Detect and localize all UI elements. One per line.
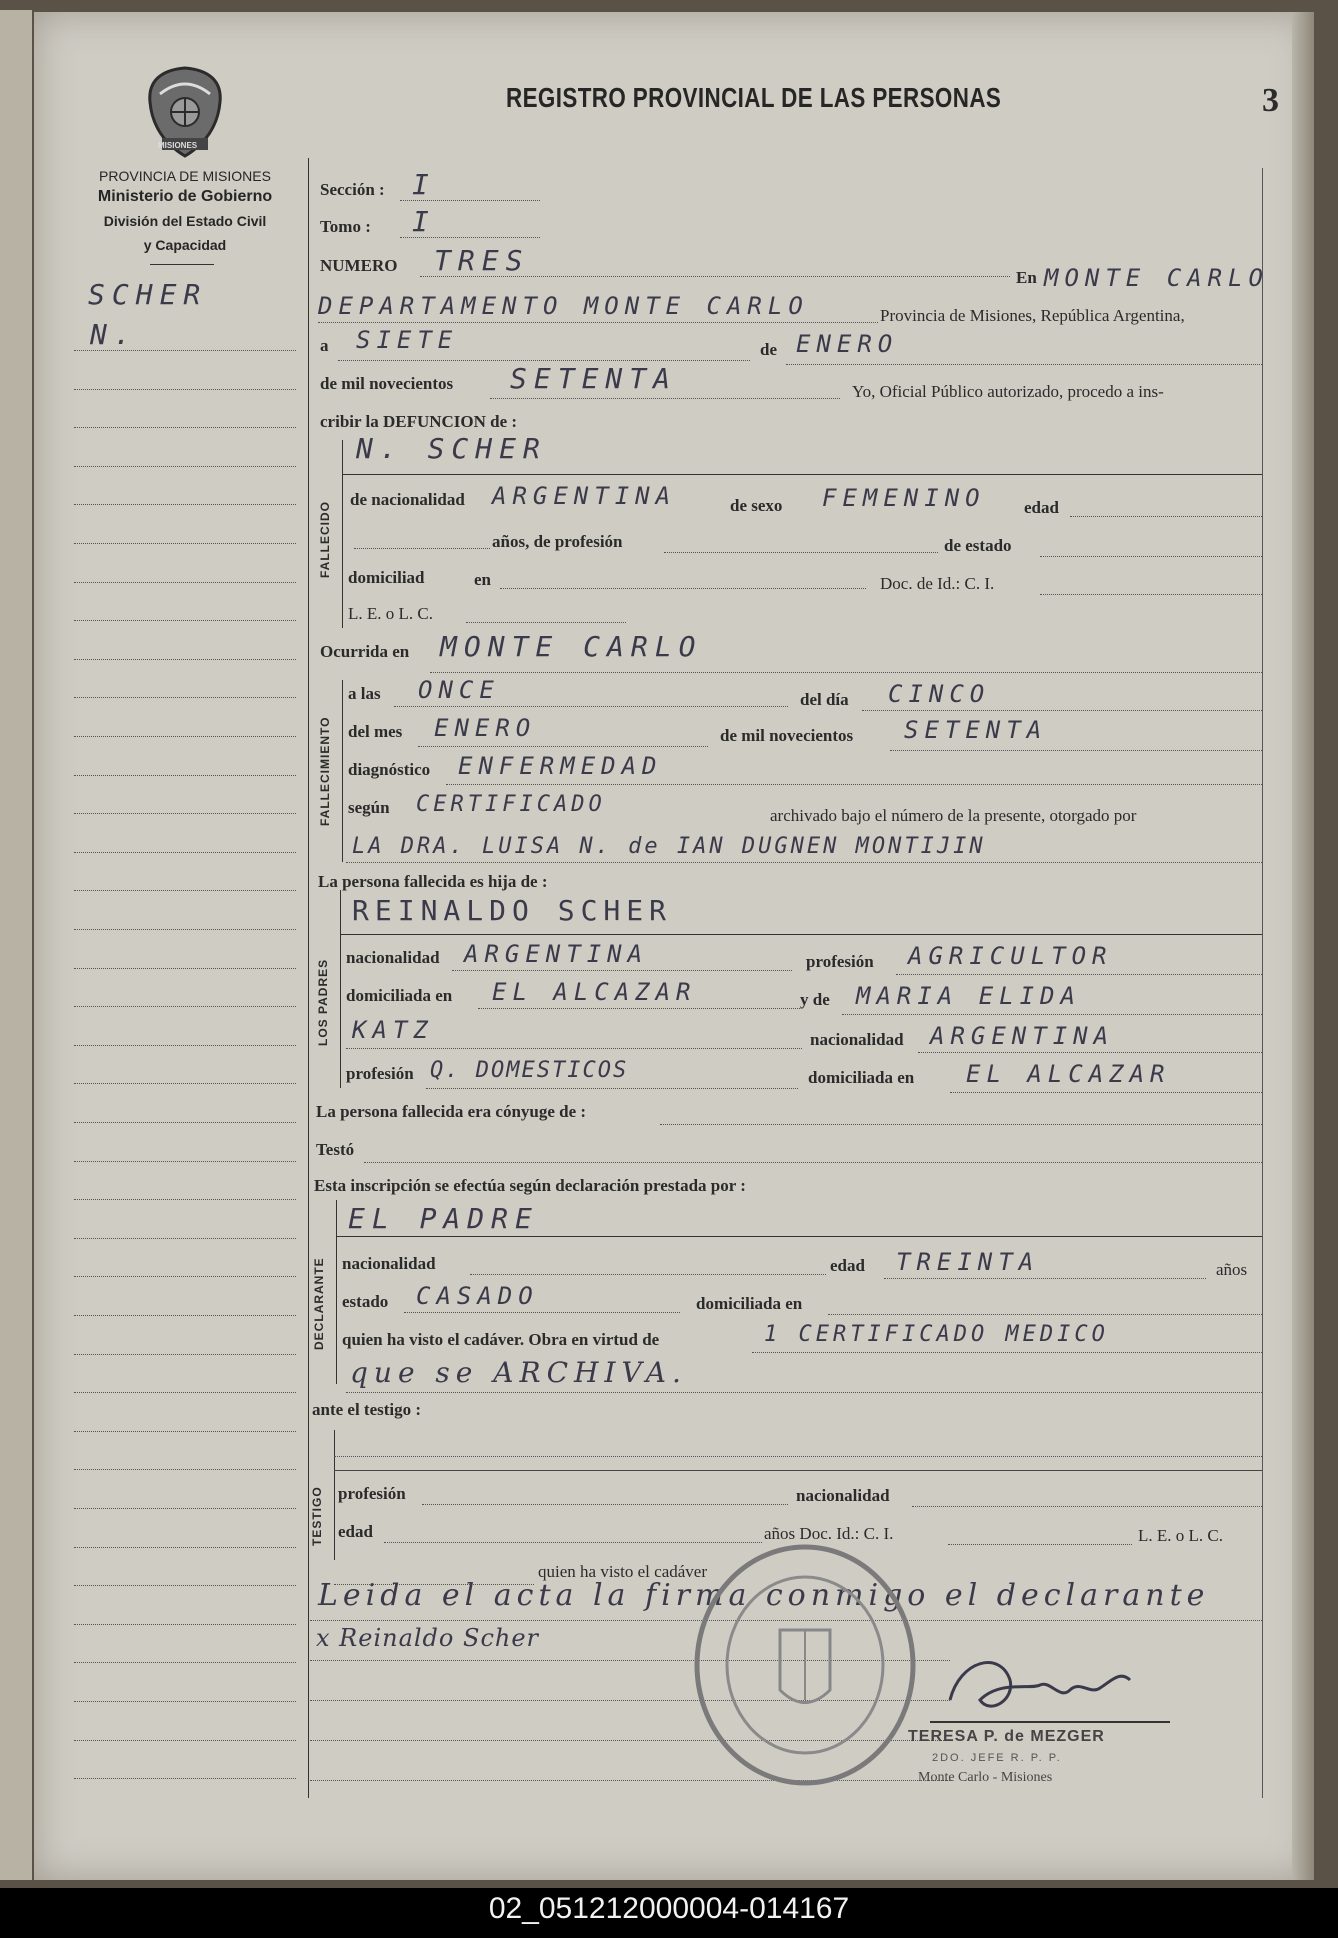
block-rule <box>342 680 343 862</box>
rule <box>912 1506 1262 1507</box>
rule <box>500 588 866 589</box>
rule <box>318 322 878 323</box>
side-label-testigo: TESTIGO <box>310 1486 324 1546</box>
rule <box>422 1504 788 1505</box>
label-domiciliad: domiciliad <box>348 568 425 587</box>
label-domiciliada-en2: domiciliada en <box>808 1068 915 1087</box>
org-ministry: Ministerio de Gobierno <box>97 188 273 205</box>
entry-segun: CERTIFICADO <box>416 792 606 817</box>
entry-numero: TRES <box>434 244 530 277</box>
entry-mes-def: ENERO <box>434 714 537 742</box>
label-conyuge: La persona fallecida era cónyuge de : <box>316 1102 587 1121</box>
label-tomo: Tomo : <box>320 217 371 236</box>
org-capacity: y Capacidad <box>143 237 227 253</box>
margin-rule <box>74 504 296 505</box>
margin-rule <box>74 659 296 660</box>
official-signature-icon <box>930 1640 1170 1730</box>
block-rule <box>334 1430 335 1560</box>
org-underline <box>150 264 214 265</box>
side-label-fallecido: FALLECIDO <box>318 501 332 578</box>
margin-rule <box>74 1122 296 1123</box>
entry-firma-padre: x Reinaldo Scher <box>316 1624 540 1652</box>
entry-tomo: I <box>412 205 436 238</box>
rule <box>346 862 1262 863</box>
page-number: 3 <box>1262 82 1279 119</box>
entry-dia: SIETE <box>356 326 459 354</box>
margin-rule <box>74 1392 296 1393</box>
entry-madre-nacionalidad: ARGENTINA <box>930 1022 1115 1050</box>
official-place: Monte Carlo - Misiones <box>918 1770 1053 1785</box>
label-edad2: edad <box>830 1256 865 1275</box>
org-province: PROVINCIA DE MISIONES <box>99 168 271 184</box>
rule <box>752 1352 1262 1353</box>
entry-padre-profesion: AGRICULTOR <box>908 942 1113 970</box>
margin-rule <box>74 1778 296 1779</box>
rule <box>1040 594 1262 595</box>
label-archivado: archivado bajo el número de la presente, otorgado por <box>770 806 1137 825</box>
label-y-de: y de <box>800 990 830 1009</box>
entry-padre-domicilio: EL ALCAZAR <box>492 978 697 1006</box>
label-de-sexo: de sexo <box>730 496 783 515</box>
margin-rule <box>74 1276 296 1277</box>
label-estado: estado <box>342 1292 389 1311</box>
side-label-fallecimiento: FALLECIMIENTO <box>318 716 332 826</box>
label-en: En <box>1016 268 1037 287</box>
entry-mes: ENERO <box>796 330 899 358</box>
entry-obra-virtud: 1 CERTIFICADO MEDICO <box>764 1322 1109 1347</box>
margin-rule <box>74 1740 296 1741</box>
label-de-estado: de estado <box>944 536 1012 555</box>
entry-madre2: KATZ <box>352 1016 434 1044</box>
label-profesion3: profesión <box>338 1484 406 1503</box>
label-anos-doc: años Doc. Id.: C. I. <box>764 1524 894 1543</box>
label-yo-oficial: Yo, Oficial Público autorizado, procedo a ins- <box>852 382 1164 401</box>
right-vertical-rule <box>1262 168 1263 1798</box>
margin-rule <box>74 1315 296 1316</box>
rule <box>430 672 1262 673</box>
label-nacionalidad: nacionalidad <box>346 948 440 967</box>
rule <box>950 1092 1262 1093</box>
label-domiciliada-en3: domiciliada en <box>696 1294 803 1313</box>
label-quien-visto: quien ha visto el cadáver. Obra en virtud de <box>342 1330 660 1349</box>
margin-rule <box>74 1701 296 1702</box>
margin-rule <box>74 736 296 737</box>
label-inscripcion: Esta inscripción se efectúa según declaración prestada por : <box>314 1176 746 1195</box>
entry-obra-virtud2: que se ARCHIVA. <box>350 1356 687 1389</box>
official-name: TERESA P. de MEZGER <box>908 1728 1105 1745</box>
margin-rule <box>74 1161 296 1162</box>
margin-rule <box>74 1199 296 1200</box>
margin-rule <box>74 852 296 853</box>
label-doc-id: Doc. de Id.: C. I. <box>880 574 995 593</box>
label-edad3: edad <box>338 1522 373 1541</box>
main-vertical-rule <box>308 158 309 1798</box>
rule <box>470 1274 826 1275</box>
label-de-nacionalidad: de nacionalidad <box>350 490 465 509</box>
margin-rule <box>74 1083 296 1084</box>
margin-rule <box>74 697 296 698</box>
rule <box>336 1236 1262 1237</box>
label-edad: edad <box>1024 498 1059 517</box>
entry-anio-def: SETENTA <box>904 716 1048 744</box>
rule <box>446 784 1262 785</box>
rule <box>1070 516 1262 517</box>
entry-nacionalidad: ARGENTINA <box>492 482 677 510</box>
margin-rule <box>74 1508 296 1509</box>
margin-rule <box>74 1045 296 1046</box>
label-segun: según <box>348 798 390 817</box>
margin-rule <box>74 582 296 583</box>
entry-diagnostico: ENFERMEDAD <box>458 752 663 780</box>
label-de-mil: de mil novecientos <box>320 374 454 393</box>
label-a-las: a las <box>348 684 381 703</box>
entry-dia-def: CINCO <box>888 680 991 708</box>
margin-rule <box>74 466 296 467</box>
rule <box>890 750 1262 751</box>
rule <box>466 622 626 623</box>
rule <box>918 1052 1262 1053</box>
left-page-edge <box>0 10 32 1880</box>
label-quien-visto2: quien ha visto el cadáver <box>538 1562 707 1581</box>
margin-initial: N. <box>90 318 138 351</box>
label-cribir: cribir la DEFUNCION de : <box>320 412 518 431</box>
label-a: a <box>320 336 329 355</box>
label-de: de <box>760 340 777 359</box>
rule <box>364 1162 1262 1163</box>
entry-leida: Leida el acta la firma conmigo el declarante <box>318 1578 1210 1613</box>
entry-madre: MARIA ELIDA <box>856 982 1081 1010</box>
entry-decl-estado: CASADO <box>416 1282 539 1310</box>
margin-rule <box>74 775 296 776</box>
entry-departamento: DEPARTAMENTO MONTE CARLO <box>318 292 809 320</box>
rule <box>884 1278 1206 1279</box>
margin-rule <box>74 1431 296 1432</box>
margin-rule <box>74 1238 296 1239</box>
rule <box>426 1088 798 1089</box>
entry-nombre: N. SCHER <box>356 432 547 465</box>
label-nacionalidad2: nacionalidad <box>810 1030 904 1049</box>
rule <box>862 710 1262 711</box>
margin-rule <box>74 1547 296 1548</box>
margin-rule <box>74 1662 296 1663</box>
margin-rule <box>74 1354 296 1355</box>
label-anos: años <box>1216 1260 1248 1279</box>
margin-rule <box>74 350 296 351</box>
rule <box>1040 556 1262 557</box>
entry-madre-domicilio: EL ALCAZAR <box>966 1060 1171 1088</box>
label-profesion2: profesión <box>346 1064 414 1083</box>
rule <box>664 552 938 553</box>
seal-text: MISIONES <box>158 141 198 150</box>
margin-rule <box>74 1006 296 1007</box>
rule <box>478 1008 800 1009</box>
side-label-declarante: DECLARANTE <box>312 1257 326 1350</box>
rule <box>404 1312 680 1313</box>
label-ante-testigo: ante el testigo : <box>312 1400 422 1419</box>
side-label-padres: LOS PADRES <box>316 958 330 1046</box>
entry-decl-edad: TREINTA <box>896 1248 1040 1276</box>
rule <box>346 1392 1262 1393</box>
rule <box>340 934 1262 935</box>
rule <box>786 364 1262 365</box>
page-edge-shadow <box>1292 12 1314 1880</box>
rule <box>490 398 840 399</box>
label-le-lc2: L. E. o L. C. <box>1138 1526 1223 1545</box>
entry-seccion: I <box>412 168 436 201</box>
label-profesion: profesión <box>806 952 874 971</box>
entry-madre-profesion: Q. DOMESTICOS <box>430 1058 629 1083</box>
label-anos-profesion: años, de profesión <box>492 532 623 551</box>
block-rule <box>336 1200 337 1384</box>
page-title: REGISTRO PROVINCIAL DE LAS PERSONAS <box>506 82 1002 113</box>
entry-otorgado-por: LA DRA. LUISA N. de IAN DUGNEN MONTIJIN <box>352 834 986 859</box>
margin-rule <box>74 1624 296 1625</box>
rule <box>338 360 750 361</box>
rule <box>418 746 708 747</box>
entry-padre-nacionalidad: ARGENTINA <box>464 940 649 968</box>
label-numero: NUMERO <box>320 256 398 275</box>
label-del-dia: del día <box>800 690 849 709</box>
label-en2: en <box>474 570 491 589</box>
margin-rule <box>74 620 296 621</box>
block-rule <box>340 890 341 1088</box>
entry-declarante: EL PADRE <box>348 1202 539 1235</box>
rule <box>896 974 1262 975</box>
margin-rule <box>74 543 296 544</box>
margin-surname: SCHER <box>88 278 208 311</box>
rule <box>948 1544 1132 1545</box>
rule <box>828 1314 1262 1315</box>
entry-padre: REINALDO SCHER <box>352 894 673 927</box>
label-hija-de: La persona fallecida es hija de : <box>318 872 548 891</box>
block-rule <box>342 440 343 628</box>
margin-rule <box>74 929 296 930</box>
entry-ocurrida-en: MONTE CARLO <box>440 630 703 663</box>
rule <box>842 1014 1262 1015</box>
label-de-mil2: de mil novecientos <box>720 726 854 745</box>
label-provincia: Provincia de Misiones, República Argentina, <box>880 306 1185 325</box>
rule <box>660 1124 1262 1125</box>
entry-hora: ONCE <box>418 676 500 704</box>
rule <box>334 1456 1262 1457</box>
entry-sexo: FEMENINO <box>822 484 986 512</box>
rule <box>334 1470 1262 1471</box>
rule <box>400 237 540 238</box>
label-seccion: Sección : <box>320 180 385 199</box>
label-le-lc: L. E. o L. C. <box>348 604 433 623</box>
entry-en-lugar: MONTE CARLO <box>1044 264 1269 292</box>
label-testo: Testó <box>316 1140 355 1159</box>
label-domiciliada-en: domiciliada en <box>346 986 453 1005</box>
margin-rule <box>74 1585 296 1586</box>
label-del-mes: del mes <box>348 722 403 741</box>
label-nacionalidad4: nacionalidad <box>796 1486 890 1505</box>
label-ocurrida: Ocurrida en <box>320 642 410 661</box>
margin-rule <box>74 427 296 428</box>
rule <box>452 970 792 971</box>
rule <box>420 276 1010 277</box>
rule <box>354 548 490 549</box>
official-title: 2DO. JEFE R. P. P. <box>932 1752 1062 1764</box>
rule <box>400 200 540 201</box>
label-diagnostico: diagnóstico <box>348 760 431 779</box>
margin-rule <box>74 890 296 891</box>
image-caption: 02_051212000004-014167 <box>488 1892 850 1925</box>
rule <box>394 706 788 707</box>
entry-anio: SETENTA <box>510 362 678 395</box>
rule <box>346 1048 802 1049</box>
margin-rule <box>74 389 296 390</box>
label-nacionalidad3: nacionalidad <box>342 1254 436 1273</box>
margin-rule <box>74 968 296 969</box>
rule <box>342 474 1262 475</box>
org-division: División del Estado Civil <box>103 213 267 229</box>
margin-rule <box>74 813 296 814</box>
official-stamp-icon <box>690 1540 920 1790</box>
margin-rule <box>74 1469 296 1470</box>
